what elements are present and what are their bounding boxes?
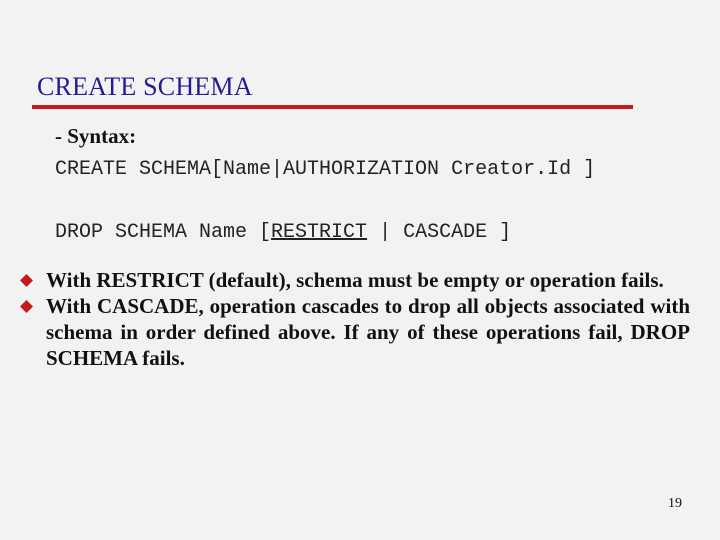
restrict-keyword: RESTRICT <box>271 221 368 244</box>
create-schema-syntax: CREATE SCHEMA[Name|AUTHORIZATION Creator.Id ] <box>55 158 596 181</box>
drop-schema-syntax <box>55 221 511 244</box>
list-item <box>20 293 690 371</box>
drop-syntax-prefix: DROP SCHEMA Name [ <box>55 221 272 244</box>
diamond-bullet-icon <box>20 300 33 313</box>
title-divider <box>32 105 633 109</box>
diamond-bullet-icon <box>20 274 33 287</box>
page-number: 19 <box>668 496 682 511</box>
bullet-list <box>20 267 690 371</box>
drop-syntax-suffix: | CASCADE ] <box>367 221 512 244</box>
bullet-text: With CASCADE, operation cascades to drop all objects associated with schema in order defined above. If any of these operations fail, DROP SCHEMA fails. <box>46 294 690 370</box>
bullet-text: With RESTRICT (default), schema must be empty or operation fails. <box>46 268 664 292</box>
syntax-label: - Syntax: <box>55 124 137 148</box>
list-item <box>20 267 690 293</box>
slide-title: CREATE SCHEMA <box>37 72 253 101</box>
